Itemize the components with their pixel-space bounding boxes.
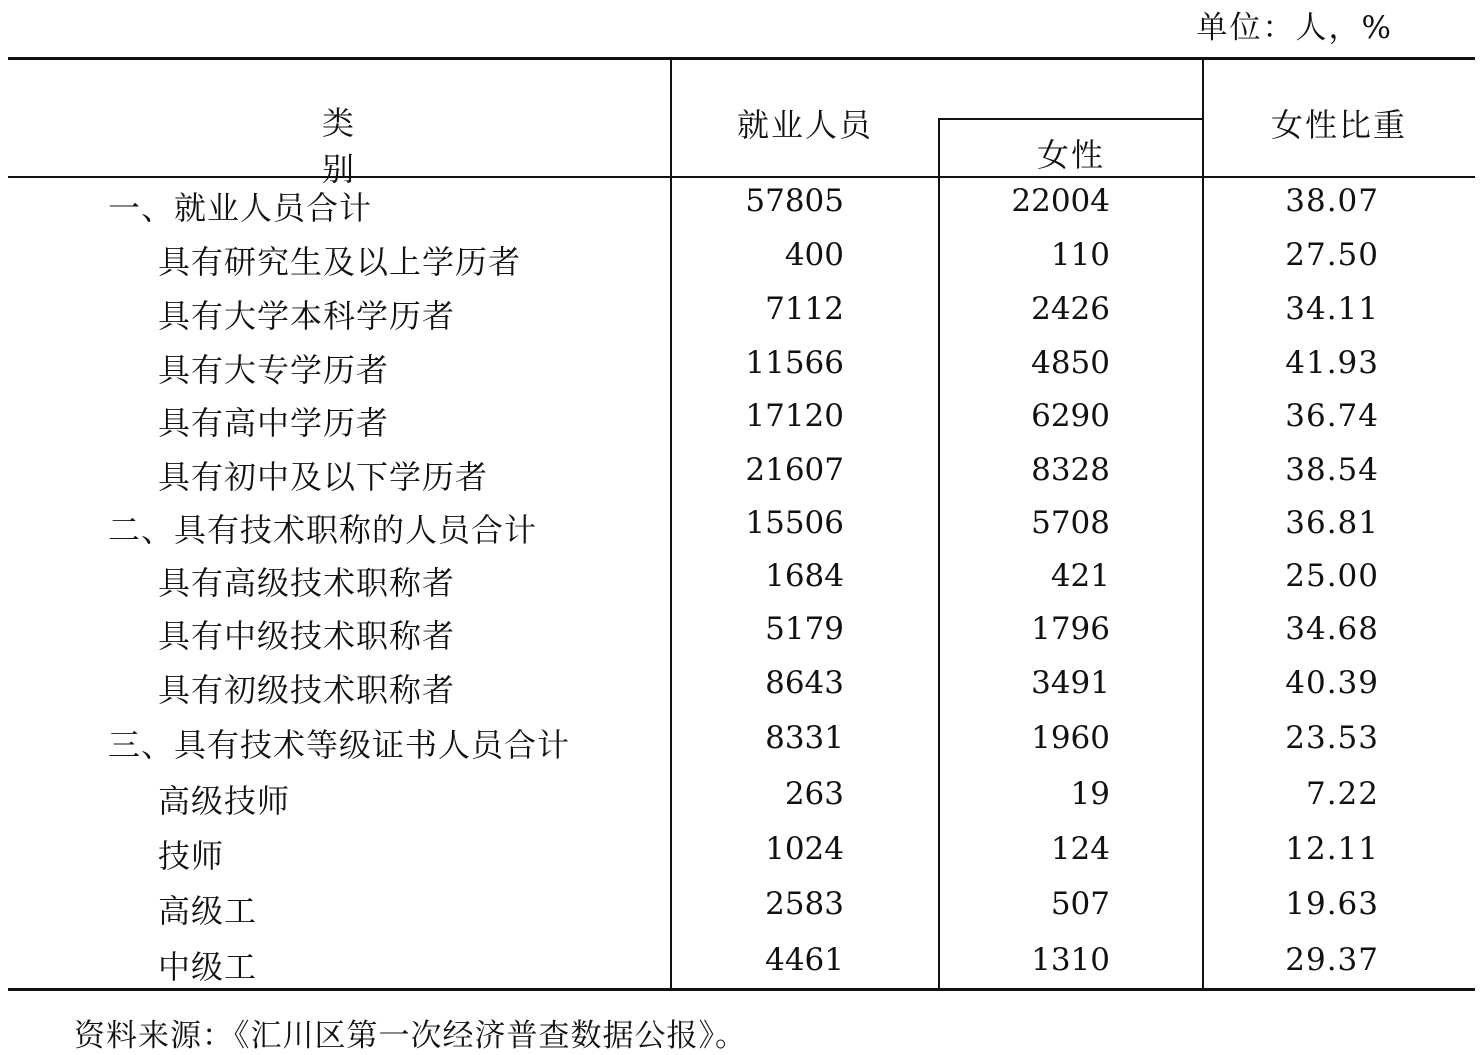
female-value: 8328: [1031, 452, 1110, 488]
female-ratio-value: 12.11: [1285, 831, 1379, 867]
row-label: 具有初级技术职称者: [158, 671, 456, 709]
row-label: 高级技师: [158, 782, 291, 820]
row-label: 高级工: [158, 892, 258, 930]
female-ratio-value: 25.00: [1285, 558, 1379, 594]
table-header-rule: [8, 176, 1475, 178]
row-label: 二、具有技术职称的人员合计: [108, 511, 538, 549]
table-row: [0, 942, 1483, 996]
table-top-rule: [8, 57, 1475, 60]
female-ratio-value: 23.53: [1285, 720, 1379, 756]
employed-value: 1024: [765, 831, 844, 867]
table-row: [0, 611, 1483, 665]
employed-value: 8643: [765, 665, 844, 701]
female-value: 507: [1050, 886, 1110, 922]
employed-value: 5179: [765, 611, 844, 647]
female-value: 2426: [1031, 291, 1110, 327]
female-value: 124: [1050, 831, 1110, 867]
employed-value: 15506: [745, 505, 844, 541]
row-label: 三、具有技术等级证书人员合计: [108, 726, 571, 764]
table-row: [0, 183, 1483, 237]
female-ratio-value: 38.54: [1285, 452, 1379, 488]
table-row: [0, 831, 1483, 885]
table-row: [0, 237, 1483, 291]
unit-label: 单位：人，%: [1196, 10, 1393, 46]
female-value: 3491: [1031, 665, 1110, 701]
row-label: 技师: [158, 837, 225, 875]
female-value: 22004: [1011, 183, 1110, 219]
employed-value: 2583: [765, 886, 844, 922]
employed-value: 4461: [765, 942, 844, 978]
female-ratio-value: 27.50: [1285, 237, 1379, 273]
table-row: [0, 452, 1483, 506]
table-row: [0, 886, 1483, 940]
female-value: 110: [1050, 237, 1110, 273]
female-value: 1310: [1031, 942, 1110, 978]
female-value: 421: [1050, 558, 1110, 594]
table-row: [0, 665, 1483, 719]
employed-value: 263: [784, 776, 844, 812]
female-value: 19: [1070, 776, 1110, 812]
employed-value: 21607: [745, 452, 844, 488]
row-label: 具有高级技术职称者: [158, 564, 456, 602]
female-value: 4850: [1031, 345, 1110, 381]
employed-value: 8331: [765, 720, 844, 756]
female-ratio-value: 7.22: [1305, 776, 1379, 812]
header-female-ratio: 女性比重: [1270, 106, 1407, 144]
employed-value: 17120: [745, 398, 844, 434]
row-label: 具有大专学历者: [158, 351, 390, 389]
table-row: [0, 345, 1483, 399]
female-ratio-value: 36.81: [1285, 505, 1379, 541]
row-label: 具有高中学历者: [158, 404, 390, 442]
female-ratio-value: 41.93: [1285, 345, 1379, 381]
female-ratio-value: 34.68: [1285, 611, 1379, 647]
female-ratio-value: 19.63: [1285, 886, 1379, 922]
female-ratio-value: 40.39: [1285, 665, 1379, 701]
female-value: 6290: [1031, 398, 1110, 434]
row-label: 中级工: [158, 948, 258, 986]
source-note: 资料来源：《汇川区第一次经济普查数据公报》。: [74, 1018, 747, 1054]
female-ratio-value: 29.37: [1285, 942, 1379, 978]
female-ratio-value: 38.07: [1285, 183, 1379, 219]
female-value: 1796: [1031, 611, 1110, 647]
female-value: 1960: [1031, 720, 1110, 756]
employed-value: 1684: [765, 558, 844, 594]
row-label: 具有研究生及以上学历者: [158, 243, 522, 281]
header-female: 女性: [1036, 136, 1105, 174]
female-ratio-value: 36.74: [1285, 398, 1379, 434]
employed-value: 7112: [765, 291, 844, 327]
table-row: [0, 291, 1483, 345]
table-row: [0, 558, 1483, 612]
row-label: 具有大学本科学历者: [158, 297, 456, 335]
table-row: [0, 776, 1483, 830]
female-ratio-value: 34.11: [1285, 291, 1379, 327]
female-subheader-rule: [938, 118, 1202, 120]
header-employed: 就业人员: [736, 106, 873, 144]
table-row: [0, 505, 1483, 559]
header-category: 类 别: [321, 104, 431, 188]
row-label: 具有中级技术职称者: [158, 617, 456, 655]
employed-value: 57805: [745, 183, 844, 219]
row-label: 具有初中及以下学历者: [158, 458, 489, 496]
table-row: [0, 398, 1483, 452]
employed-value: 11566: [745, 345, 844, 381]
female-value: 5708: [1031, 505, 1110, 541]
row-label: 一、就业人员合计: [108, 189, 373, 227]
employed-value: 400: [784, 237, 844, 273]
table-row: [0, 720, 1483, 774]
